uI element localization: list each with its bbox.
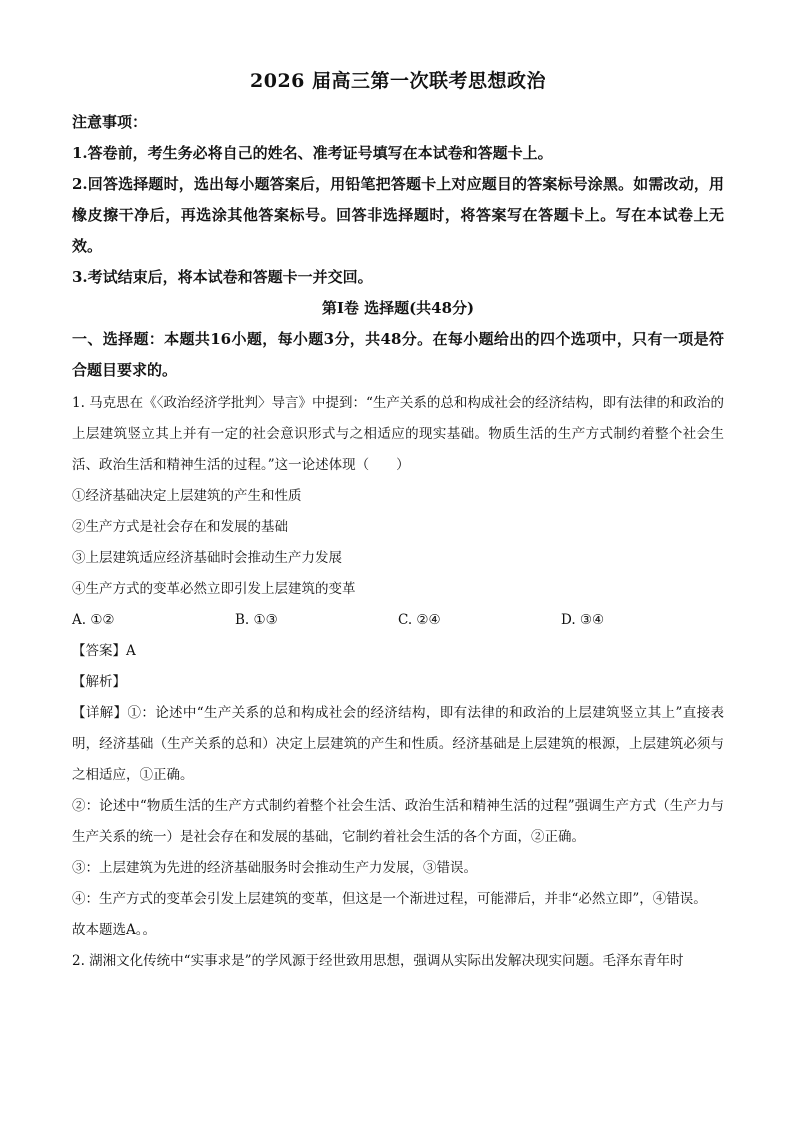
question-1-conclusion: 故本题选A。。 bbox=[72, 922, 156, 938]
question-1-detail-3: ③：上层建筑为先进的经济基础服务时会推动生产力发展，③错误。 bbox=[72, 860, 477, 876]
option-d: D. ③④ bbox=[561, 612, 605, 628]
part-one-instructions: 一、选择题：本题共16小题，每小题3分，共48分。在每小题给出的四个选项中，只有一项是符合题目要求的。 bbox=[72, 330, 724, 379]
question-1-statement-4: ④生产方式的变革必然立即引发上层建筑的变革 bbox=[72, 581, 356, 597]
question-1-answer: 【答案】A bbox=[72, 643, 136, 659]
question-1-analysis-label: 【解析】 bbox=[72, 674, 126, 690]
question-2-stem: 2. 湖湘文化传统中“实事求是”的学风源于经世致用思想，强调从实际出发解决现实问题。毛泽东青年时 bbox=[72, 953, 684, 969]
question-1-stem: 1. 马克思在《〈政治经济学批判〉导言》中提到：“生产关系的总和构成社会的经济结构，即有法律的和政治的上层建筑竖立其上并有一定的社会意识形式与之相适应的现实基础。物质生活的生产方式制约着整个社会生活、政治生活和精神生活的过程。”这一论述体现（ ） bbox=[72, 395, 724, 473]
notice-item-2: 2.回答选择题时，选出每小题答案后，用铅笔把答题卡上对应题目的答案标号涂黑。如需改动，用橡皮擦干净后，再选涂其他答案标号。回答非选择题时，将答案写在答题卡上。写在本试卷上无效。 bbox=[72, 175, 724, 255]
notice-item-1: 1.答卷前，考生务必将自己的姓名、准考证号填写在本试卷和答题卡上。 bbox=[72, 144, 553, 162]
section-title: 第Ⅰ卷 选择题(共48分) bbox=[321, 299, 475, 317]
question-1-options bbox=[72, 605, 724, 636]
option-a: A. ①② bbox=[72, 612, 115, 628]
question-1-detail-2: ②：论述中“物质生活的生产方式制约着整个社会生活、政治生活和精神生活的过程”强调生产方式（生产力与生产关系的统一）是社会存在和发展的基础，它制约着社会生活的各个方面，②正确。 bbox=[72, 798, 724, 845]
question-1-statement-1: ①经济基础决定上层建筑的产生和性质 bbox=[72, 488, 302, 504]
question-1-detail-4: ④：生产方式的变革会引发上层建筑的变革，但这是一个渐进过程，可能滞后，并非“必然立即”，④错误。 bbox=[72, 891, 707, 907]
question-1-statement-3: ③上层建筑适应经济基础时会推动生产力发展 bbox=[72, 550, 342, 566]
notice-item-3: 3.考试结束后，将本试卷和答题卡一并交回。 bbox=[72, 268, 373, 286]
question-1-statement-2: ②生产方式是社会存在和发展的基础 bbox=[72, 519, 288, 535]
question-1-detail-1: 【详解】①：论述中“生产关系的总和构成社会的经济结构，即有法律的和政治的上层建筑竖立其上”直接表明，经济基础（生产关系的总和）决定上层建筑的产生和性质。经济基础是上层建筑的根源，上层建筑必须与之相适应，①正确。 bbox=[72, 705, 724, 783]
exam-title: 2026 届高三第一次联考思想政治 bbox=[250, 70, 546, 92]
option-b: B. ①③ bbox=[235, 612, 278, 628]
option-c: C. ②④ bbox=[398, 612, 441, 628]
notice-heading: 注意事项： bbox=[72, 113, 148, 131]
exam-page bbox=[72, 66, 724, 977]
